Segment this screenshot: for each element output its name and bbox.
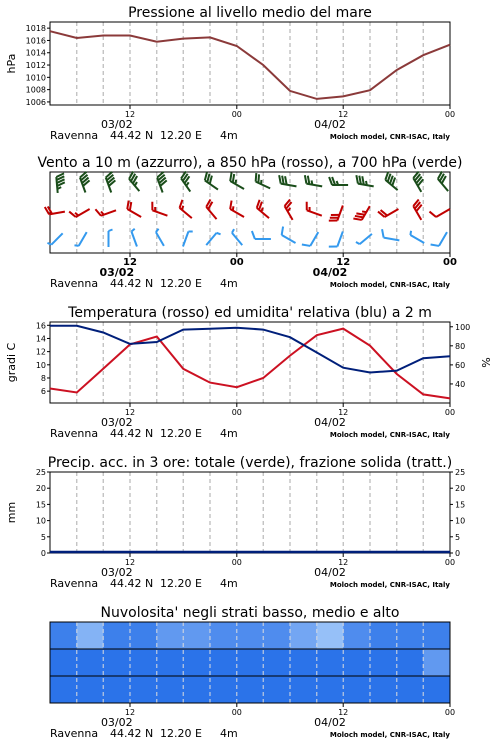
- y-tick-label: 1018: [25, 24, 46, 34]
- cloud-cell: [157, 622, 184, 650]
- barb-half-flag: [231, 229, 235, 233]
- model-credit: Moloch model, CNR-ISAC, Italy: [329, 581, 450, 589]
- station-lon: 12.20 E: [160, 577, 202, 590]
- station-alt: 4m: [220, 277, 238, 290]
- cloud-cell: [130, 676, 157, 704]
- cloud-cell: [263, 676, 290, 704]
- cloud-cell: [130, 622, 157, 650]
- wind-barb: [329, 177, 348, 185]
- cloud-cell: [237, 649, 264, 677]
- barb-flag: [252, 231, 255, 239]
- barb-shaft: [79, 232, 87, 246]
- cloud-cell: [317, 676, 344, 704]
- x-tick-label: 00: [229, 257, 244, 268]
- y-tick-label: 10: [35, 516, 46, 526]
- wind-barb: [412, 171, 428, 191]
- barb-shaft: [282, 235, 296, 243]
- y-tick-label: 25: [35, 468, 46, 477]
- barb-half-flag: [409, 231, 412, 235]
- wind-barb: [69, 202, 89, 218]
- barb-half-flag: [47, 242, 51, 246]
- y-tick-label: 1016: [25, 36, 46, 46]
- cloud-cell: [263, 649, 290, 677]
- wind-barb: [131, 229, 141, 247]
- wind-barb: [283, 199, 299, 219]
- cloud-cell: [397, 622, 424, 650]
- cloud-cell: [263, 622, 290, 650]
- station-name: Ravenna: [50, 577, 99, 590]
- panel-title: Precip. acc. in 3 ore: totale (verde), frazione solida (tratt.): [47, 455, 453, 471]
- cloud-cell: [103, 622, 130, 650]
- date-label: 04/02: [314, 118, 346, 131]
- wind-barb: [278, 175, 298, 186]
- wind-barb: [383, 172, 403, 190]
- wind-barb: [329, 229, 343, 250]
- barb-flag: [431, 242, 439, 249]
- date-label: 03/02: [100, 118, 133, 131]
- wind-barb: [204, 199, 222, 219]
- cloud-cell: [317, 649, 344, 677]
- cloud-cell: [370, 622, 397, 650]
- barb-shaft: [131, 231, 136, 246]
- y-tick-label: 8: [40, 373, 46, 383]
- wind-barb: [105, 172, 119, 193]
- wind-barb: [109, 230, 113, 248]
- cloud-cell: [237, 676, 264, 704]
- x-tick-label: 00: [444, 558, 456, 567]
- wind-barb: [304, 202, 325, 216]
- wind-barb: [231, 229, 245, 245]
- barb-flag: [302, 242, 310, 249]
- cloud-cell: [370, 676, 397, 704]
- barb-half-flag: [217, 232, 221, 236]
- wind-barb: [381, 229, 401, 240]
- y-tick-label: 16: [35, 321, 46, 331]
- y-tick-label: 1014: [25, 48, 46, 58]
- station-lon: 12.20 E: [160, 727, 202, 740]
- date-label: 03/02: [100, 716, 133, 729]
- barb-shaft: [410, 235, 424, 243]
- barb-flag: [69, 210, 76, 218]
- cloud-cell: [423, 676, 450, 704]
- barb-half-flag: [109, 230, 113, 232]
- y-tick-label: 10: [35, 360, 46, 370]
- wind-barb: [125, 201, 145, 217]
- barb-half-flag: [362, 210, 366, 213]
- y-tick-label: 1010: [25, 73, 46, 83]
- barb-shaft: [337, 231, 342, 246]
- wind-barb: [431, 228, 447, 248]
- cloud-cell: [77, 622, 104, 650]
- y-tick-label: 0: [455, 549, 461, 558]
- wind-barb: [228, 201, 248, 217]
- x-tick-label: 00: [231, 708, 242, 717]
- y-axis-label: gradi C: [5, 342, 18, 383]
- cloud-cell: [343, 676, 370, 704]
- station-alt: 4m: [220, 129, 238, 142]
- wind-barb: [355, 175, 375, 186]
- model-credit: Moloch model, CNR-ISAC, Italy: [329, 281, 450, 289]
- y-tick-label: 14: [35, 334, 46, 344]
- barb-shaft: [439, 232, 447, 246]
- station-lon: 12.20 E: [160, 129, 202, 142]
- station-lat: 44.42 N: [110, 577, 154, 590]
- cloud-cell: [210, 676, 237, 704]
- station-lat: 44.42 N: [110, 277, 154, 290]
- wind-barb: [412, 199, 428, 219]
- x-tick-label: 12: [338, 558, 349, 567]
- barb-shaft: [436, 209, 450, 217]
- x-tick-label: 12: [123, 257, 137, 268]
- wind-barb: [329, 203, 343, 224]
- y-tick-label: 5: [40, 532, 46, 542]
- barb-shaft: [183, 231, 188, 246]
- barb-half-flag: [308, 207, 311, 211]
- y-tick-label: 6: [40, 387, 46, 397]
- x-tick-label: 00: [231, 558, 242, 567]
- barb-flag: [329, 244, 338, 250]
- station-name: Ravenna: [50, 427, 99, 440]
- wind-barb: [206, 232, 220, 248]
- cloud-cell: [290, 649, 317, 677]
- y-tick-label: 20: [455, 484, 466, 494]
- cloud-cell: [343, 649, 370, 677]
- x-tick-label: 12: [336, 257, 351, 268]
- wind-barb: [156, 172, 170, 193]
- cloud-cell: [290, 622, 317, 650]
- y-tick-label: 40: [455, 379, 466, 389]
- barb-half-flag: [337, 181, 339, 185]
- date-label: 04/02: [314, 716, 346, 729]
- y-tick-label: 1008: [25, 85, 46, 95]
- cloud-cells: [50, 622, 451, 704]
- date-label: 03/02: [99, 266, 135, 279]
- cloud-cell: [370, 649, 397, 677]
- cloud-cell: [103, 649, 130, 677]
- x-tick-label: 12: [338, 408, 349, 417]
- wind-barb: [378, 202, 398, 218]
- barb-half-flag: [131, 229, 135, 232]
- wind-barb: [79, 172, 93, 193]
- cloud-cell: [317, 622, 344, 650]
- y-tick-label: 5: [455, 532, 461, 542]
- model-credit: Moloch model, CNR-ISAC, Italy: [329, 133, 450, 141]
- barb-half-flag: [231, 206, 234, 210]
- y-axis-label: mm: [5, 501, 18, 524]
- cloud-cell: [423, 622, 450, 650]
- wind-barb: [56, 173, 66, 193]
- station-alt: 4m: [220, 427, 238, 440]
- barb-flag: [95, 208, 101, 217]
- y-tick-label: 15: [455, 500, 466, 510]
- wind-barb: [279, 227, 299, 243]
- cloud-cell: [183, 649, 210, 677]
- y-tick-label: 1006: [25, 97, 46, 107]
- cloud-cell: [157, 649, 184, 677]
- barb-flag: [429, 210, 436, 218]
- cloud-cell: [210, 649, 237, 677]
- barb-shaft: [206, 233, 216, 245]
- barb-half-flag: [181, 206, 185, 210]
- station-lat: 44.42 N: [110, 427, 154, 440]
- x-tick-label: 00: [444, 408, 456, 417]
- y-tick-label: 60: [455, 360, 466, 370]
- panel-title: Temperatura (rosso) ed umidita' relativa (blu) a 2 m: [68, 305, 432, 321]
- x-tick-label: 12: [338, 110, 349, 119]
- wind-barb: [302, 228, 318, 248]
- cloud-cell: [397, 649, 424, 677]
- y-tick-label: 1012: [25, 61, 46, 71]
- cloud-cell: [397, 676, 424, 704]
- wind-barb: [303, 175, 323, 186]
- x-tick-label: 12: [124, 708, 136, 717]
- cloud-cell: [183, 676, 210, 704]
- panel-title: Nuvolosita' negli strati basso, medio e alto: [100, 605, 400, 621]
- cloud-cell: [50, 622, 77, 650]
- station-alt: 4m: [220, 727, 238, 740]
- temperature-line: [50, 329, 450, 399]
- x-tick-label: 00: [444, 110, 456, 119]
- barb-half-flag: [260, 180, 263, 184]
- date-label: 04/02: [314, 416, 346, 429]
- y-axis-label: hPa: [5, 53, 18, 74]
- wind-barb: [179, 171, 196, 191]
- cloud-cell: [423, 649, 450, 677]
- station-lon: 12.20 E: [160, 427, 202, 440]
- wind-barb: [183, 230, 193, 248]
- panel-title: Pressione al livello medio del mare: [128, 5, 372, 21]
- date-label: 03/02: [100, 566, 133, 579]
- plot-frame: [50, 22, 450, 105]
- wind-barb: [254, 200, 274, 218]
- barb-half-flag: [155, 229, 159, 232]
- cloud-cell: [210, 622, 237, 650]
- wind-barb: [177, 200, 197, 218]
- station-lon: 12.20 E: [160, 277, 202, 290]
- wind-barb: [150, 202, 171, 216]
- cloud-cell: [77, 676, 104, 704]
- wind-barb: [202, 172, 222, 189]
- x-tick-label: 12: [124, 408, 136, 417]
- wind-barb: [252, 231, 271, 239]
- wind-barb: [429, 202, 449, 218]
- y-tick-label: 100: [455, 322, 471, 332]
- cloud-cell: [77, 649, 104, 677]
- y-tick-label: 20: [35, 484, 46, 494]
- y-tick-label: 12: [35, 347, 46, 357]
- station-name: Ravenna: [50, 727, 99, 740]
- station-name: Ravenna: [50, 129, 99, 142]
- x-tick-label: 00: [444, 708, 456, 717]
- wind-barb: [436, 171, 454, 191]
- wind-barb: [95, 203, 116, 217]
- x-tick-label: 00: [443, 257, 457, 268]
- station-lat: 44.42 N: [110, 129, 154, 142]
- cloud-cell: [183, 622, 210, 650]
- wind-barb: [228, 173, 248, 189]
- date-label: 04/02: [312, 266, 348, 279]
- barb-half-flag: [356, 241, 360, 245]
- station-name: Ravenna: [50, 277, 99, 290]
- x-tick-label: 12: [124, 558, 136, 567]
- x-tick-label: 12: [338, 708, 349, 717]
- cloud-cell: [343, 622, 370, 650]
- cloud-cell: [50, 676, 77, 704]
- y-tick-label: 0: [40, 549, 46, 558]
- barb-shaft: [51, 233, 62, 244]
- panel-title: Vento a 10 m (azzurro), a 850 hPa (rosso), a 700 hPa (verde): [37, 155, 463, 171]
- y-tick-label: 10: [455, 516, 466, 526]
- wind-barb: [353, 202, 369, 222]
- x-tick-label: 00: [231, 110, 242, 119]
- cloud-cell: [290, 676, 317, 704]
- plot-frame: [50, 472, 450, 553]
- model-credit: Moloch model, CNR-ISAC, Italy: [329, 731, 450, 739]
- barb-half-flag: [154, 207, 157, 211]
- barb-half-flag: [188, 230, 192, 233]
- cloud-cell: [157, 676, 184, 704]
- barb-flag: [279, 227, 286, 235]
- station-lat: 44.42 N: [110, 727, 154, 740]
- y-tick-label: 25: [455, 468, 466, 477]
- cloud-cell: [50, 649, 77, 677]
- barb-flag: [381, 229, 385, 237]
- y-tick-label: 80: [455, 341, 466, 351]
- pressure-line: [50, 31, 450, 99]
- date-label: 03/02: [100, 416, 133, 429]
- date-label: 04/02: [314, 566, 346, 579]
- cloud-cell: [237, 622, 264, 650]
- y-tick-label: 15: [35, 500, 46, 510]
- x-tick-label: 12: [124, 110, 136, 119]
- station-alt: 4m: [220, 577, 238, 590]
- wind-barb: [45, 204, 65, 215]
- y-axis-label-right: %: [480, 357, 493, 368]
- model-credit: Moloch model, CNR-ISAC, Italy: [329, 431, 450, 439]
- cloud-cell: [103, 676, 130, 704]
- cloud-cell: [130, 649, 157, 677]
- x-tick-label: 00: [231, 408, 242, 417]
